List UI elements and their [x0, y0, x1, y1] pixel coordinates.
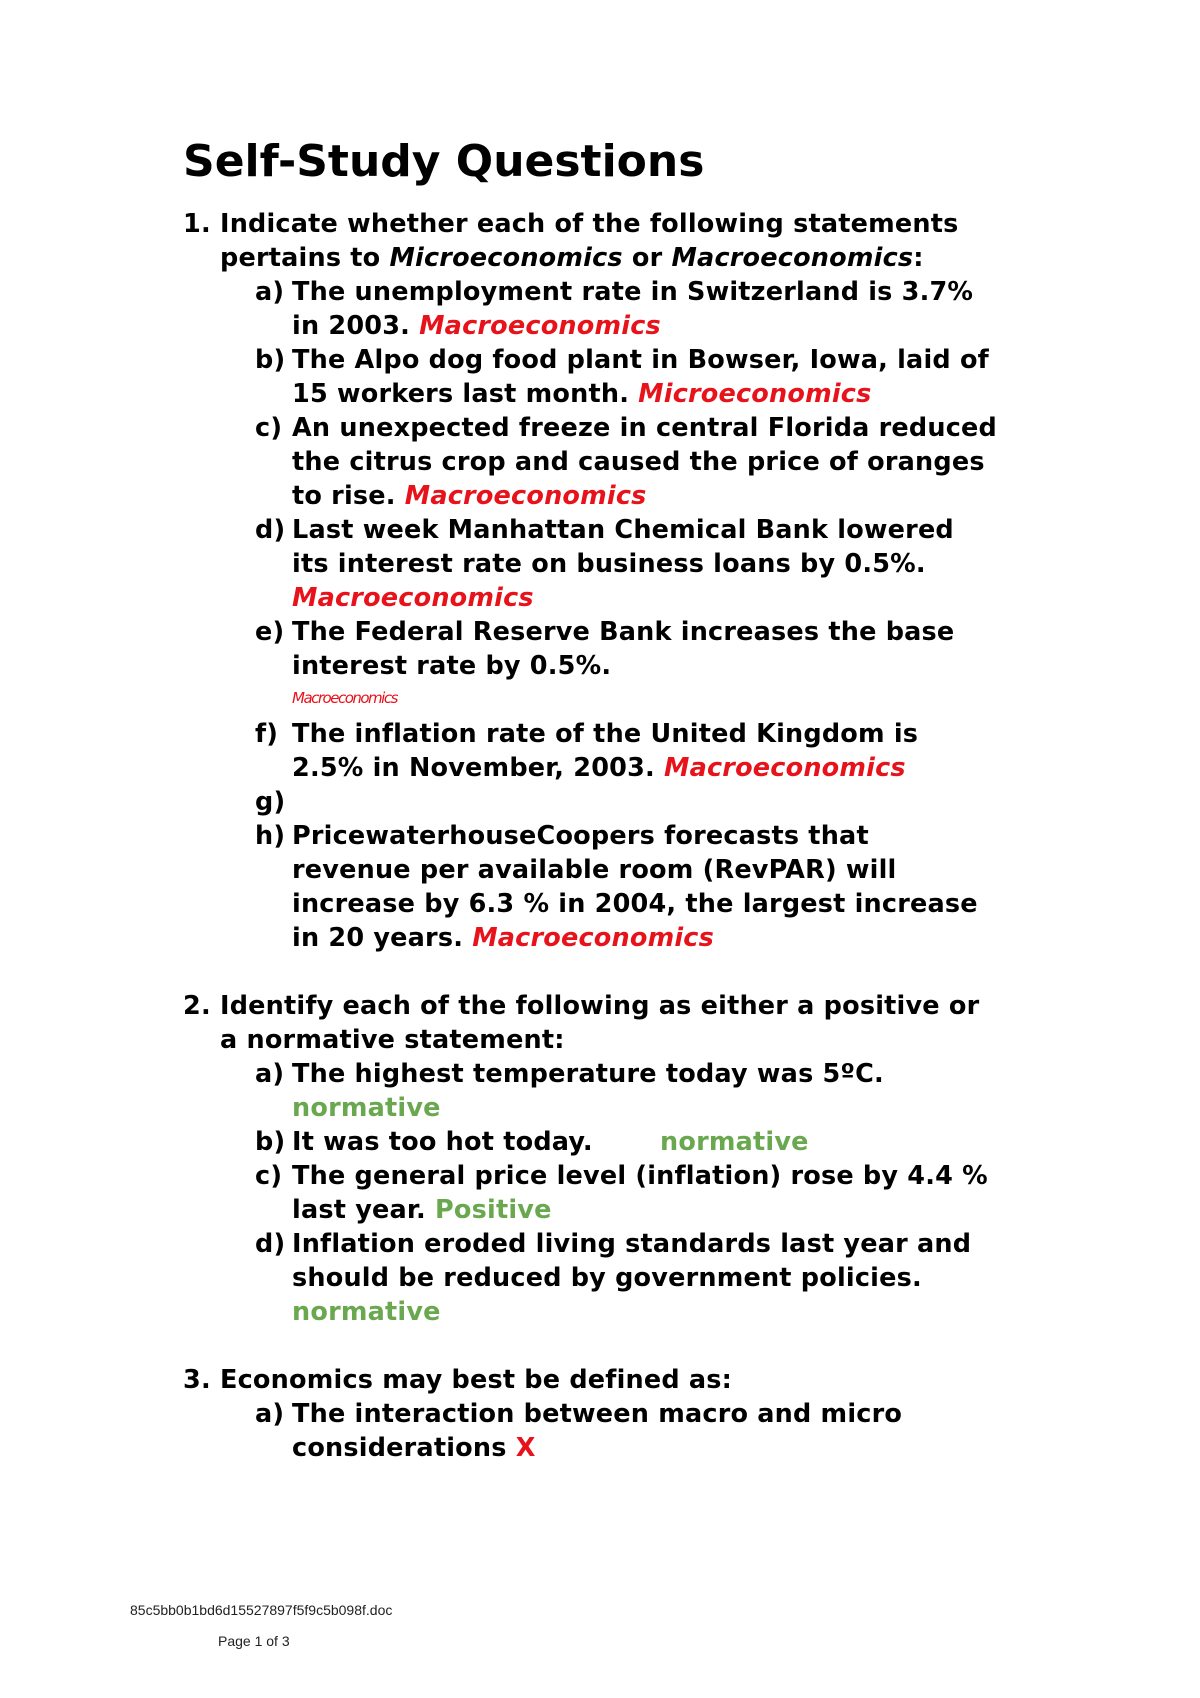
- question-number: 3.: [183, 1365, 211, 1395]
- answer: Macroeconomics: [292, 583, 534, 613]
- item-text: Last week Manhattan Chemical Bank lowered: [292, 515, 954, 545]
- question-text: Identify each of the following as either a positive or: [220, 991, 980, 1021]
- item-text: to rise. Macroeconomics: [292, 481, 647, 511]
- answer: Microeconomics: [638, 379, 872, 409]
- item-text: The general price level (inflation) rose by 4.4 %: [292, 1161, 988, 1191]
- question-text: Economics may best be defined as:: [220, 1365, 733, 1395]
- item-label: a): [255, 1059, 285, 1089]
- item-label: g): [255, 787, 286, 817]
- item-text: The Federal Reserve Bank increases the base: [292, 617, 955, 647]
- answer: Macroeconomics: [292, 689, 397, 707]
- item-text: revenue per available room (RevPAR) will: [292, 855, 897, 885]
- item-text: its interest rate on business loans by 0.5%.: [292, 549, 926, 579]
- footer-filename: 85c5bb0b1bd6d15527897f5f9c5b098f.doc: [130, 1602, 393, 1618]
- item-text: the citrus crop and caused the price of oranges: [292, 447, 985, 477]
- answer: Macroeconomics: [664, 753, 906, 783]
- term-micro: Microeconomics: [389, 243, 623, 273]
- item-label: b): [255, 1127, 286, 1157]
- question-text: Indicate whether each of the following statements: [220, 209, 959, 239]
- item-label: f): [255, 719, 279, 749]
- item-label: c): [255, 413, 283, 443]
- item-text: An unexpected freeze in central Florida reduced: [292, 413, 997, 443]
- question-text: a normative statement:: [220, 1025, 565, 1055]
- item-text: 2.5% in November, 2003. Macroeconomics: [292, 753, 906, 783]
- item-text: should be reduced by government policies.: [292, 1263, 922, 1293]
- question-number: 1.: [183, 209, 211, 239]
- item-text: Inflation eroded living standards last year and: [292, 1229, 972, 1259]
- item-label: d): [255, 515, 286, 545]
- answer: normative: [660, 1127, 809, 1157]
- term-macro: Macroeconomics: [671, 243, 914, 273]
- answer: normative: [292, 1093, 441, 1123]
- answer: Macroeconomics: [404, 481, 647, 511]
- item-label: c): [255, 1161, 283, 1191]
- item-label: d): [255, 1229, 286, 1259]
- item-text: 15 workers last month. Microeconomics: [292, 379, 872, 409]
- item-label: b): [255, 345, 286, 375]
- item-text: in 2003. Macroeconomics: [292, 311, 661, 341]
- item-text: The interaction between macro and micro: [292, 1399, 903, 1429]
- item-text: in 20 years. Macroeconomics: [292, 923, 714, 953]
- item-text: interest rate by 0.5%.: [292, 651, 612, 681]
- item-label: a): [255, 277, 285, 307]
- item-text: last year. Positive: [292, 1195, 552, 1225]
- item-text: The Alpo dog food plant in Bowser, Iowa, laid of: [292, 345, 989, 375]
- question-number: 2.: [183, 991, 211, 1021]
- page-title: Self-Study Questions: [183, 136, 705, 187]
- answer: Macroeconomics: [472, 923, 714, 953]
- item-text: The inflation rate of the United Kingdom is: [292, 719, 919, 749]
- answer: Positive: [435, 1195, 552, 1225]
- item-text: PricewaterhouseCoopers forecasts that: [292, 821, 869, 851]
- item-text: The unemployment rate in Switzerland is 3.7%: [292, 277, 974, 307]
- answer: normative: [292, 1297, 441, 1327]
- item-text: The highest temperature today was 5ºC.: [292, 1059, 884, 1089]
- item-label: a): [255, 1399, 285, 1429]
- item-label: h): [255, 821, 286, 851]
- item-label: e): [255, 617, 285, 647]
- answer: Macroeconomics: [419, 311, 661, 341]
- item-text: increase by 6.3 % in 2004, the largest increase: [292, 889, 978, 919]
- item-text: It was too hot today.: [292, 1127, 593, 1157]
- question-text: pertains to Microeconomics or Macroeconomics:: [220, 243, 924, 273]
- answer-mark: X: [515, 1433, 536, 1463]
- item-text: considerations X: [292, 1433, 536, 1463]
- footer-page-number: Page 1 of 3: [218, 1633, 290, 1649]
